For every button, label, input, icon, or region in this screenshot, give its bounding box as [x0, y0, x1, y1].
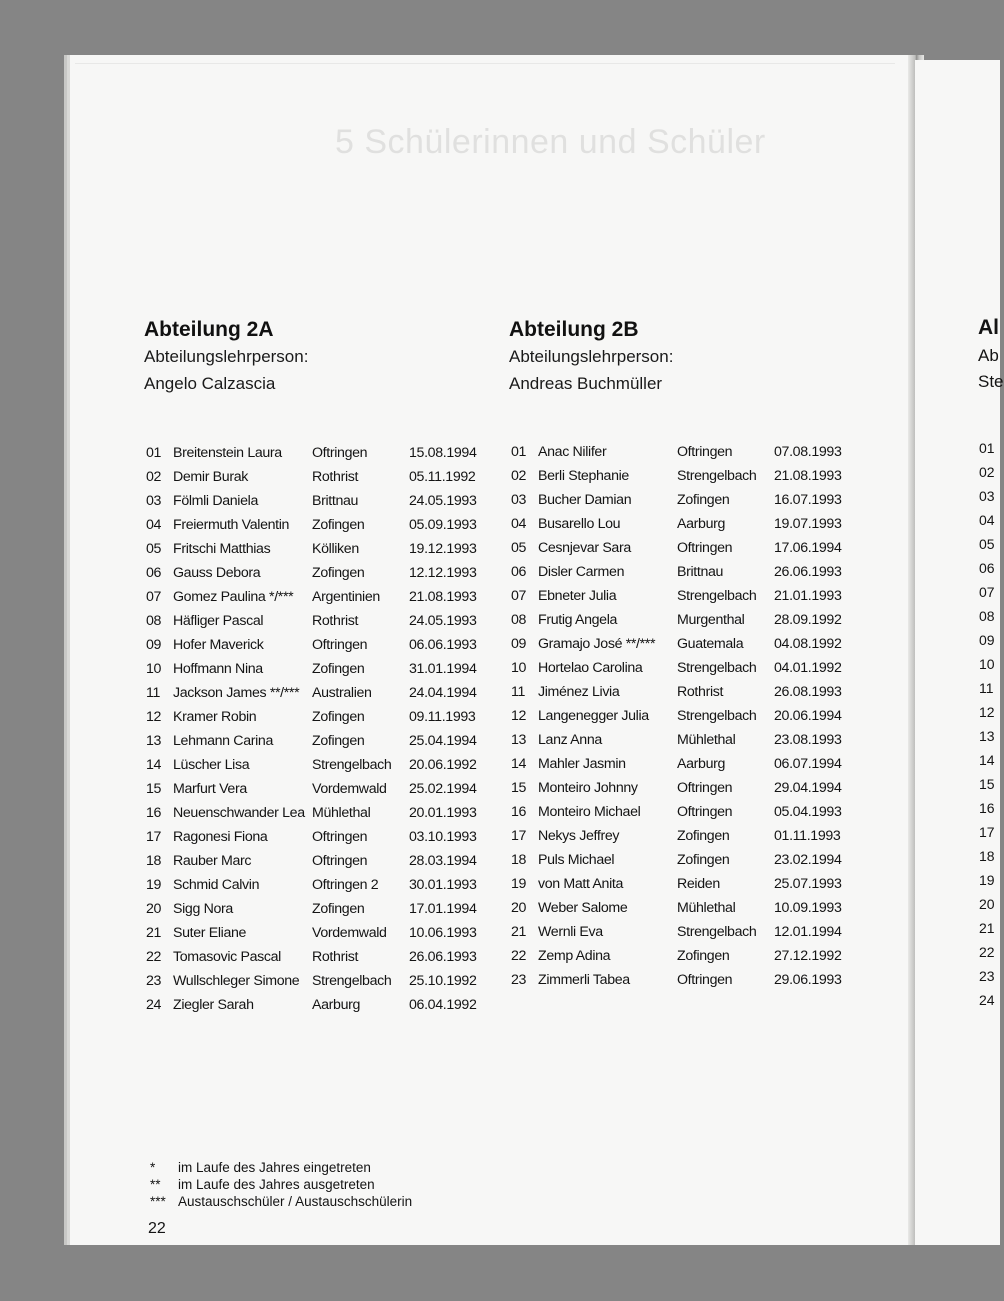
next-page-number: 23	[979, 968, 995, 984]
student-nr: 09	[511, 636, 527, 652]
student-place: Zofingen	[312, 661, 365, 677]
student-row	[146, 753, 486, 777]
next-page-number: 06	[979, 560, 995, 576]
student-name: Schmid Calvin	[173, 877, 260, 893]
student-nr: 13	[146, 733, 162, 749]
page-number: 22	[148, 1220, 166, 1237]
student-nr: 04	[511, 516, 527, 532]
student-name: Gramajo José **/***	[538, 636, 656, 652]
student-name: Hortelao Carolina	[538, 660, 643, 676]
student-row	[511, 896, 851, 920]
student-place: Zofingen	[677, 948, 730, 964]
student-row	[511, 800, 851, 824]
student-place: Zofingen	[312, 517, 365, 533]
student-row	[511, 944, 851, 968]
student-date: 25.02.1994	[409, 781, 477, 797]
student-place: Strengelbach	[312, 973, 392, 989]
student-nr: 15	[146, 781, 162, 797]
teacher-label: Abteilungslehrperson:	[144, 347, 309, 366]
student-row	[146, 537, 486, 561]
left-page	[70, 55, 908, 1245]
student-date: 30.01.1993	[409, 877, 477, 893]
student-nr: 08	[511, 612, 527, 628]
student-row	[146, 993, 486, 1017]
class-2a-header	[144, 317, 308, 397]
student-row	[511, 512, 851, 536]
student-nr: 20	[511, 900, 527, 916]
student-row	[511, 776, 851, 800]
student-place: Argentinien	[312, 589, 380, 605]
student-name: Cesnjevar Sara	[538, 540, 631, 556]
next-page-number: 13	[979, 728, 995, 744]
student-place: Zofingen	[312, 733, 365, 749]
student-name: Breitenstein Laura	[173, 445, 282, 461]
student-place: Mühlethal	[677, 900, 736, 916]
student-row	[146, 825, 486, 849]
student-date: 25.04.1994	[409, 733, 477, 749]
student-name: Suter Eliane	[173, 925, 247, 941]
student-place: Zofingen	[312, 901, 365, 917]
student-row	[511, 464, 851, 488]
student-row	[511, 536, 851, 560]
student-name: Gomez Paulina */***	[173, 589, 294, 605]
student-nr: 10	[146, 661, 162, 677]
student-place: Zofingen	[677, 852, 730, 868]
student-date: 10.09.1993	[774, 900, 842, 916]
student-date: 05.09.1993	[409, 517, 477, 533]
student-name: Puls Michael	[538, 852, 615, 868]
next-page-number: 18	[979, 848, 995, 864]
next-page-number: 15	[979, 776, 995, 792]
student-place: Vordemwald	[312, 925, 387, 941]
student-date: 06.07.1994	[774, 756, 842, 772]
student-name: Fölmli Daniela	[173, 493, 258, 509]
student-name: Hoffmann Nina	[173, 661, 263, 677]
student-date: 06.04.1992	[409, 997, 477, 1013]
student-name: Ragonesi Fiona	[173, 829, 268, 845]
next-page-number: 17	[979, 824, 995, 840]
student-name: Jackson James **/***	[173, 685, 300, 701]
student-nr: 06	[146, 565, 162, 581]
student-name: Berli Stephanie	[538, 468, 629, 484]
student-place: Oftringen	[677, 444, 733, 460]
student-date: 12.01.1994	[774, 924, 842, 940]
student-row	[511, 872, 851, 896]
student-name: Demir Burak	[173, 469, 248, 485]
student-date: 07.08.1993	[774, 444, 842, 460]
next-page-line2: Ste	[978, 372, 1004, 391]
student-name: Anac Nilifer	[538, 444, 607, 460]
student-name: Disler Carmen	[538, 564, 625, 580]
student-row	[146, 873, 486, 897]
student-name: Ziegler Sarah	[173, 997, 254, 1013]
next-page-number: 07	[979, 584, 995, 600]
teacher-name: Angelo Calzascia	[144, 374, 276, 393]
right-page	[915, 60, 1004, 1245]
student-row	[511, 680, 851, 704]
class-title: Abteilung 2A	[144, 318, 274, 341]
student-date: 03.10.1993	[409, 829, 477, 845]
next-page-number: 08	[979, 608, 995, 624]
student-nr: 01	[146, 445, 162, 461]
student-row	[146, 897, 486, 921]
student-row	[146, 921, 486, 945]
student-date: 05.04.1993	[774, 804, 842, 820]
student-row	[146, 705, 486, 729]
student-date: 16.07.1993	[774, 492, 842, 508]
student-nr: 02	[146, 469, 162, 485]
student-name: Kramer Robin	[173, 709, 257, 725]
student-nr: 23	[511, 972, 527, 988]
student-name: Frutig Angela	[538, 612, 618, 628]
next-page-number: 05	[979, 536, 995, 552]
student-nr: 15	[511, 780, 527, 796]
student-name: Wernli Eva	[538, 924, 603, 940]
student-nr: 19	[146, 877, 162, 893]
student-place: Guatemala	[677, 636, 744, 652]
student-place: Oftringen	[312, 829, 368, 845]
student-place: Oftringen 2	[312, 877, 379, 893]
student-date: 21.08.1993	[409, 589, 477, 605]
student-row	[511, 656, 851, 680]
student-nr: 20	[146, 901, 162, 917]
student-place: Murgenthal	[677, 612, 745, 628]
student-nr: 04	[146, 517, 162, 533]
student-name: Mahler Jasmin	[538, 756, 626, 772]
next-page-title: Al	[978, 316, 999, 339]
student-place: Zofingen	[312, 565, 365, 581]
student-date: 21.08.1993	[774, 468, 842, 484]
student-date: 10.06.1993	[409, 925, 477, 941]
student-nr: 19	[511, 876, 527, 892]
student-name: Marfurt Vera	[173, 781, 247, 797]
student-row	[146, 729, 486, 753]
student-place: Oftringen	[312, 445, 368, 461]
student-nr: 11	[511, 684, 526, 700]
student-nr: 02	[511, 468, 527, 484]
student-nr: 09	[146, 637, 162, 653]
student-date: 15.08.1994	[409, 445, 477, 461]
student-row	[146, 513, 486, 537]
student-nr: 18	[146, 853, 162, 869]
class-title: Abteilung 2B	[509, 318, 639, 341]
next-page-number: 20	[979, 896, 995, 912]
student-nr: 17	[146, 829, 162, 845]
student-nr: 17	[511, 828, 527, 844]
student-name: Bucher Damian	[538, 492, 632, 508]
student-name: von Matt Anita	[538, 876, 624, 892]
next-page-number: 22	[979, 944, 995, 960]
student-date: 27.12.1992	[774, 948, 842, 964]
student-place: Mühlethal	[677, 732, 736, 748]
student-place: Rothrist	[312, 613, 359, 629]
student-date: 17.06.1994	[774, 540, 842, 556]
student-place: Australien	[312, 685, 372, 701]
student-place: Strengelbach	[312, 757, 392, 773]
student-row	[511, 560, 851, 584]
student-nr: 22	[146, 949, 162, 965]
student-name: Rauber Marc	[173, 853, 252, 869]
student-date: 06.06.1993	[409, 637, 477, 653]
student-nr: 21	[511, 924, 527, 940]
student-row	[511, 608, 851, 632]
next-page-number: 11	[979, 680, 994, 696]
student-place: Zofingen	[677, 828, 730, 844]
student-place: Reiden	[677, 876, 720, 892]
student-row	[511, 920, 851, 944]
student-place: Strengelbach	[677, 708, 757, 724]
student-nr: 12	[146, 709, 162, 725]
student-date: 09.11.1993	[409, 709, 476, 725]
student-date: 29.04.1994	[774, 780, 842, 796]
student-place: Brittnau	[312, 493, 359, 509]
student-nr: 06	[511, 564, 527, 580]
student-place: Oftringen	[312, 853, 368, 869]
student-date: 01.11.1993	[774, 828, 841, 844]
student-name: Tomasovic Pascal	[173, 949, 281, 965]
student-list-2b	[511, 440, 851, 992]
student-nr: 16	[511, 804, 527, 820]
student-row	[511, 440, 851, 464]
student-place: Rothrist	[312, 949, 359, 965]
student-date: 28.03.1994	[409, 853, 477, 869]
student-place: Oftringen	[677, 972, 733, 988]
student-row	[146, 777, 486, 801]
student-name: Nekys Jeffrey	[538, 828, 620, 844]
student-date: 25.07.1993	[774, 876, 842, 892]
student-date: 21.01.1993	[774, 588, 842, 604]
next-page-number: 14	[979, 752, 995, 768]
student-place: Oftringen	[312, 637, 368, 653]
student-date: 20.01.1993	[409, 805, 477, 821]
student-name: Fritschi Matthias	[173, 541, 271, 557]
student-nr: 14	[511, 756, 527, 772]
next-page-number: 01	[979, 440, 995, 456]
student-row	[146, 441, 486, 465]
student-place: Brittnau	[677, 564, 724, 580]
student-nr: 05	[146, 541, 162, 557]
next-page-line1: Ab	[978, 346, 999, 365]
student-nr: 16	[146, 805, 162, 821]
footnote-mark: **	[150, 1177, 161, 1192]
student-nr: 21	[146, 925, 162, 941]
student-name: Wullschleger Simone	[173, 973, 300, 989]
student-place: Rothrist	[312, 469, 359, 485]
student-nr: 03	[511, 492, 527, 508]
student-place: Vordemwald	[312, 781, 387, 797]
student-nr: 23	[146, 973, 162, 989]
student-place: Strengelbach	[677, 588, 757, 604]
student-date: 24.04.1994	[409, 685, 477, 701]
student-name: Monteiro Michael	[538, 804, 641, 820]
class-2b-header	[509, 317, 673, 397]
student-row	[146, 609, 486, 633]
student-date: 26.06.1993	[774, 564, 842, 580]
student-row	[146, 945, 486, 969]
student-place: Oftringen	[677, 804, 733, 820]
student-nr: 05	[511, 540, 527, 556]
next-page-number: 12	[979, 704, 995, 720]
student-row	[146, 657, 486, 681]
teacher-label: Abteilungslehrperson:	[509, 347, 674, 366]
student-row	[511, 704, 851, 728]
next-page-number: 04	[979, 512, 995, 528]
student-name: Zimmerli Tabea	[538, 972, 630, 988]
student-nr: 18	[511, 852, 527, 868]
student-row	[511, 584, 851, 608]
student-date: 24.05.1993	[409, 493, 477, 509]
student-date: 04.01.1992	[774, 660, 842, 676]
student-nr: 03	[146, 493, 162, 509]
student-row	[146, 585, 486, 609]
student-name: Jiménez Livia	[538, 684, 620, 700]
student-row	[146, 633, 486, 657]
student-row	[511, 632, 851, 656]
student-place: Rothrist	[677, 684, 724, 700]
student-name: Ebneter Julia	[538, 588, 617, 604]
student-place: Mühlethal	[312, 805, 371, 821]
next-page-number: 21	[979, 920, 995, 936]
student-row	[146, 849, 486, 873]
student-nr: 07	[511, 588, 527, 604]
next-page-number: 03	[979, 488, 995, 504]
student-name: Langenegger Julia	[538, 708, 649, 724]
student-name: Freiermuth Valentin	[173, 517, 290, 533]
student-row	[511, 728, 851, 752]
student-place: Aarburg	[312, 997, 361, 1013]
student-name: Monteiro Johnny	[538, 780, 638, 796]
footnote-mark: *	[150, 1160, 156, 1175]
student-name: Häfliger Pascal	[173, 613, 264, 629]
student-row	[146, 681, 486, 705]
student-place: Strengelbach	[677, 468, 757, 484]
next-page-number: 02	[979, 464, 995, 480]
student-name: Lüscher Lisa	[173, 757, 250, 773]
next-page-number: 09	[979, 632, 995, 648]
student-date: 31.01.1994	[409, 661, 477, 677]
student-date: 29.06.1993	[774, 972, 842, 988]
student-date: 04.08.1992	[774, 636, 842, 652]
student-date: 20.06.1994	[774, 708, 842, 724]
student-nr: 01	[511, 444, 527, 460]
student-nr: 10	[511, 660, 527, 676]
show-through-heading: 5 Schülerinnen und Schüler	[335, 123, 766, 161]
student-nr: 08	[146, 613, 162, 629]
student-list-2a	[146, 441, 486, 1017]
student-name: Hofer Maverick	[173, 637, 264, 653]
student-nr: 07	[146, 589, 162, 605]
student-name: Busarello Lou	[538, 516, 621, 532]
student-date: 25.10.1992	[409, 973, 477, 989]
student-date: 19.07.1993	[774, 516, 842, 532]
student-place: Zofingen	[312, 709, 365, 725]
student-place: Strengelbach	[677, 924, 757, 940]
student-row	[146, 969, 486, 993]
student-nr: 13	[511, 732, 527, 748]
student-row	[146, 489, 486, 513]
footnote-text: im Laufe des Jahres ausgetreten	[178, 1177, 375, 1192]
student-place: Aarburg	[677, 756, 726, 772]
footnote-text: Austauschschüler / Austauschschülerin	[178, 1194, 413, 1209]
student-nr: 12	[511, 708, 527, 724]
student-nr: 11	[146, 685, 161, 701]
student-name: Gauss Debora	[173, 565, 261, 581]
student-date: 26.06.1993	[409, 949, 477, 965]
student-row	[146, 561, 486, 585]
student-date: 12.12.1993	[409, 565, 477, 581]
student-name: Weber Salome	[538, 900, 628, 916]
teacher-name: Andreas Buchmüller	[509, 374, 663, 393]
top-rule	[75, 63, 895, 64]
student-nr: 22	[511, 948, 527, 964]
student-nr: 24	[146, 997, 162, 1013]
student-row	[511, 488, 851, 512]
student-place: Zofingen	[677, 492, 730, 508]
next-page-number: 24	[979, 992, 995, 1008]
student-name: Sigg Nora	[173, 901, 233, 917]
student-row	[511, 968, 851, 992]
next-page-number: 16	[979, 800, 995, 816]
student-row	[511, 752, 851, 776]
student-row	[146, 801, 486, 825]
student-row	[146, 465, 486, 489]
student-nr: 14	[146, 757, 162, 773]
student-date: 26.08.1993	[774, 684, 842, 700]
footnote-mark: ***	[150, 1194, 166, 1209]
student-name: Lehmann Carina	[173, 733, 273, 749]
student-name: Zemp Adina	[538, 948, 611, 964]
next-page-number: 19	[979, 872, 995, 888]
student-row	[511, 824, 851, 848]
student-date: 19.12.1993	[409, 541, 477, 557]
student-place: Oftringen	[677, 780, 733, 796]
footnote-text: im Laufe des Jahres eingetreten	[178, 1160, 371, 1175]
student-date: 23.02.1994	[774, 852, 842, 868]
student-name: Neuenschwander Lea	[173, 805, 305, 821]
student-date: 05.11.1992	[409, 469, 476, 485]
student-date: 17.01.1994	[409, 901, 477, 917]
student-date: 28.09.1992	[774, 612, 842, 628]
student-place: Oftringen	[677, 540, 733, 556]
student-name: Lanz Anna	[538, 732, 602, 748]
next-page-number: 10	[979, 656, 995, 672]
student-place: Aarburg	[677, 516, 726, 532]
student-place: Strengelbach	[677, 660, 757, 676]
student-date: 20.06.1992	[409, 757, 477, 773]
student-date: 24.05.1993	[409, 613, 477, 629]
student-row	[511, 848, 851, 872]
student-place: Kölliken	[312, 541, 359, 557]
student-date: 23.08.1993	[774, 732, 842, 748]
